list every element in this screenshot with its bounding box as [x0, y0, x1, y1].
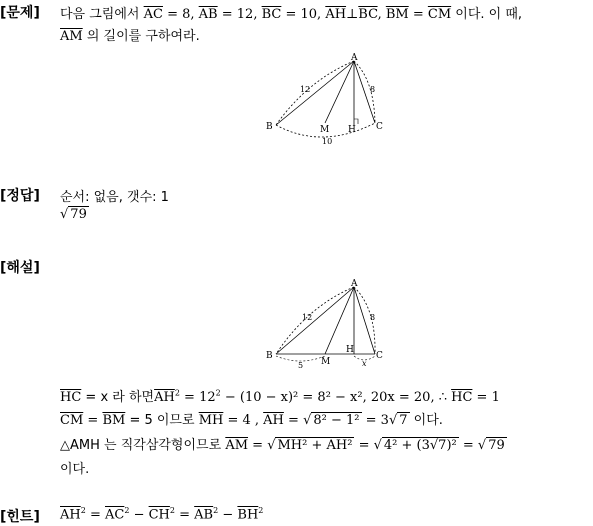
- triangle-figure-2: [262, 276, 392, 371]
- problem-line-1: 다음 그림에서 $\overline{AC} = 8$, $\overline{AB} = 12$, $\overline{BC} = 10$, $\overline{AH}\perp\overline{BC}$, $\overline{BM} = \overline{CM}$ 이다. 이 때,: [60, 7, 523, 22]
- label-h: H: [346, 345, 354, 355]
- problem-tag: [문제]: [0, 5, 40, 21]
- sqrt-icon: √: [388, 413, 398, 428]
- segment-bh: $\overline{BH}$: [237, 507, 259, 523]
- segment-am: $\overline{AM}$: [60, 29, 83, 44]
- explanation-line-4: 이다.: [60, 462, 90, 477]
- side-ab: [276, 61, 354, 125]
- segment-ab: $\overline{AB}$: [198, 7, 218, 22]
- segment-ab: $\overline{AB}$: [194, 507, 214, 523]
- segment-ah: $\overline{AH}$: [263, 413, 284, 428]
- sqrt-icon: √: [60, 207, 69, 222]
- label-h: H: [348, 125, 356, 135]
- length-bm: 5: [298, 361, 304, 370]
- segment-bm: $\overline{BM}$: [385, 7, 409, 22]
- length-ab: 12: [300, 85, 311, 94]
- segment-mh: $\overline{MH}$: [198, 413, 224, 428]
- median-am: [325, 61, 354, 123]
- sqrt-icon: √: [267, 438, 276, 453]
- segment-am: $\overline{AM}$: [225, 438, 249, 453]
- length-bc: 10: [322, 137, 333, 146]
- segment-bm: $\overline{BM}$: [102, 413, 126, 428]
- triangle-figure-1: [262, 50, 392, 150]
- explanation-line-2: $\overline{CM} = \overline{BM} = 5$ 이므로 $\overline{MH} = 4$ , $\overline{AH}$ = √ 8² − 1² = 3√ 7 이다.: [60, 413, 443, 428]
- answer-tag: [정답]: [0, 188, 40, 204]
- segment-ah: $\overline{AH}$: [154, 390, 175, 405]
- problem-line-2: $\overline{AM}$ 의 길이를 구하여라.: [60, 29, 200, 44]
- explanation-tag: [해설]: [0, 260, 40, 276]
- right-angle-mark: [354, 119, 358, 124]
- length-ac: 8: [370, 313, 376, 322]
- segment-cm: $\overline{CM}$: [60, 413, 84, 428]
- label-b: B: [266, 351, 273, 361]
- segment-bc: $\overline{BC}$: [261, 7, 282, 22]
- label-c: C: [376, 351, 383, 361]
- segment-hc: $\overline{HC}$: [451, 390, 473, 405]
- label-a: A: [351, 53, 358, 63]
- label-m: M: [321, 357, 331, 367]
- segment-ah: $\overline{AH}$: [60, 507, 81, 523]
- length-ab: 12: [302, 313, 313, 322]
- segment-ac: $\overline{AC}$: [143, 7, 163, 22]
- label-m: M: [320, 125, 330, 135]
- explanation-line-1: $\overline{HC} = x$ 라 하면$\overline{AH}^2 = 12^2 - (10 - x)^2 = 8^2 - x^2$, 20x = 20, ∴ $\overline{HC} = 1$: [60, 388, 500, 405]
- segment-ch: $\overline{CH}$: [148, 507, 170, 523]
- length-ac: 8: [370, 85, 376, 94]
- label-b: B: [266, 122, 273, 132]
- segment-cm: $\overline{CM}$: [427, 7, 452, 22]
- side-ab: [276, 287, 354, 354]
- hint-formula: $\overline{AH}^2 = \overline{AC}^2 - \overline{CH}^2 = \overline{AB}^2 - \overline{BH}^2$: [60, 506, 264, 523]
- segment-bc: $\overline{BC}$: [358, 7, 378, 22]
- sqrt-icon: √: [303, 413, 312, 428]
- explanation-line-3: △AMH 는 직각삼각형이므로 $\overline{AM}$ = √ MH² + AH² = √ 4² + (3√7)² = √ 79: [60, 438, 505, 453]
- answer-order-line: 순서: 없음, 갯수: 1: [60, 190, 169, 205]
- length-hc: x: [362, 359, 367, 368]
- segment-hc: $\overline{HC}$: [60, 390, 82, 405]
- label-c: C: [376, 122, 383, 132]
- label-a: A: [351, 279, 358, 289]
- segment-ah: $\overline{AH}$: [325, 7, 347, 22]
- segment-ac: $\overline{AC}$: [105, 507, 125, 523]
- answer-value: √ 79: [60, 207, 87, 222]
- median-am: [325, 287, 354, 354]
- sqrt-icon: √: [477, 438, 487, 453]
- sqrt-icon: √: [373, 438, 382, 453]
- hint-tag: [힌트]: [0, 509, 40, 525]
